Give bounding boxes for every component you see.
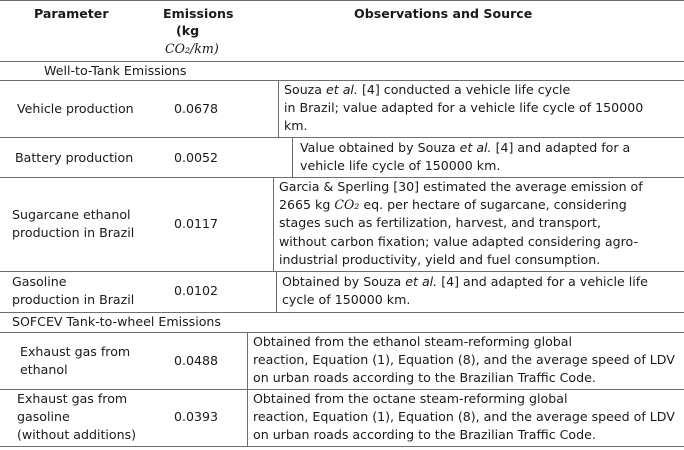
header-emissions-unit: CO₂/km) xyxy=(165,41,219,56)
rule-row2-bottom xyxy=(0,177,684,178)
header-observations: Observations and Source xyxy=(354,6,533,21)
row-exhaust-ethanol-obs-line: Obtained from the ethanol steam-reforming global xyxy=(253,334,573,349)
vsep-row6 xyxy=(247,389,248,446)
row-gasoline-production-obs-line: cycle of 150000 km. xyxy=(282,292,411,307)
row-sugarcane-ethanol-obs-line: without carbon fixation; value adapted considering agro- xyxy=(279,234,638,249)
row-battery-production-obs-line: Value obtained by Souza et al. [4] and adapted for a xyxy=(300,140,631,155)
row-exhaust-ethanol-param: Exhaust gas from xyxy=(20,344,131,359)
row-gasoline-production-param: Gasoline xyxy=(12,274,67,289)
row-exhaust-ethanol-obs-line: reaction, Equation (1), Equation (8), and the average speed of LDV xyxy=(253,352,675,367)
rule-header-bottom xyxy=(0,61,684,62)
rule-row5-bottom xyxy=(0,389,684,390)
row-exhaust-gasoline-param: (without additions) xyxy=(17,427,137,442)
header-parameter: Parameter xyxy=(34,6,109,21)
vsep-row3 xyxy=(273,177,274,271)
row-exhaust-ethanol-obs-line: on urban roads according to the Brazilian Traffic Code. xyxy=(253,370,596,385)
section-tank-to-wheel: SOFCEV Tank-to-wheel Emissions xyxy=(12,314,221,329)
row-sugarcane-ethanol-param: production in Brazil xyxy=(12,225,135,240)
row-battery-production-param: Battery production xyxy=(15,150,134,165)
row-vehicle-production-param: Vehicle production xyxy=(17,101,134,116)
row-vehicle-production-obs-line: Souza et al. [4] conducted a vehicle life cycle xyxy=(284,82,571,97)
rule-top xyxy=(0,0,684,1)
row-vehicle-production-obs-line: km. xyxy=(284,118,308,133)
row-gasoline-production-obs-line: Obtained by Souza et al. [4] and adapted for a vehicle life xyxy=(282,274,648,289)
row-exhaust-gasoline-obs-line: Obtained from the octane steam-reforming global xyxy=(253,391,568,406)
vsep-row4 xyxy=(276,271,277,312)
row-sugarcane-ethanol-obs-line: industrial productivity, yield and fuel consumption. xyxy=(279,252,601,267)
rule-ttw-bottom xyxy=(0,332,684,333)
row-sugarcane-ethanol-param: Sugarcane ethanol xyxy=(12,207,131,222)
row-battery-production-obs-line: vehicle life cycle of 150000 km. xyxy=(300,158,501,173)
row-sugarcane-ethanol-obs-line: Garcia & Sperling [30] estimated the average emission of xyxy=(279,179,643,194)
row-exhaust-gasoline-obs-line: on urban roads according to the Brazilian Traffic Code. xyxy=(253,427,596,442)
vsep-row2 xyxy=(292,137,293,177)
row-sugarcane-ethanol-value: 0.0117 xyxy=(174,216,219,231)
row-exhaust-gasoline-param: gasoline xyxy=(17,409,70,424)
row-gasoline-production-value: 0.0102 xyxy=(174,283,219,298)
rule-bottom xyxy=(0,446,684,447)
rule-row3-bottom xyxy=(0,271,684,272)
row-exhaust-ethanol-param: ethanol xyxy=(20,362,68,377)
header-emissions: Emissions xyxy=(163,6,234,21)
row-battery-production-value: 0.0052 xyxy=(174,150,219,165)
row-sugarcane-ethanol-obs-line: 2665 kg CO₂ eq. per hectare of sugarcane, considering xyxy=(279,197,627,212)
row-sugarcane-ethanol-obs-line: stages such as fertilization, harvest, and transport, xyxy=(279,215,601,230)
row-gasoline-production-param: production in Brazil xyxy=(12,292,135,307)
row-exhaust-gasoline-param: Exhaust gas from xyxy=(17,391,128,406)
vsep-row5 xyxy=(247,332,248,389)
row-exhaust-gasoline-obs-line: reaction, Equation (1), Equation (8), and the average speed of LDV xyxy=(253,409,675,424)
row-exhaust-ethanol-value: 0.0488 xyxy=(174,353,219,368)
rule-row4-bottom xyxy=(0,312,684,313)
rule-row1-bottom xyxy=(0,137,684,138)
vsep-row1 xyxy=(278,80,279,137)
rule-wtt-bottom xyxy=(0,80,684,81)
row-exhaust-gasoline-value: 0.0393 xyxy=(174,409,219,424)
header-emissions-kg: (kg xyxy=(176,23,200,38)
section-well-to-tank: Well-to-Tank Emissions xyxy=(44,63,187,78)
row-vehicle-production-value: 0.0678 xyxy=(174,101,219,116)
row-vehicle-production-obs-line: in Brazil; value adapted for a vehicle life cycle of 150000 xyxy=(284,100,644,115)
